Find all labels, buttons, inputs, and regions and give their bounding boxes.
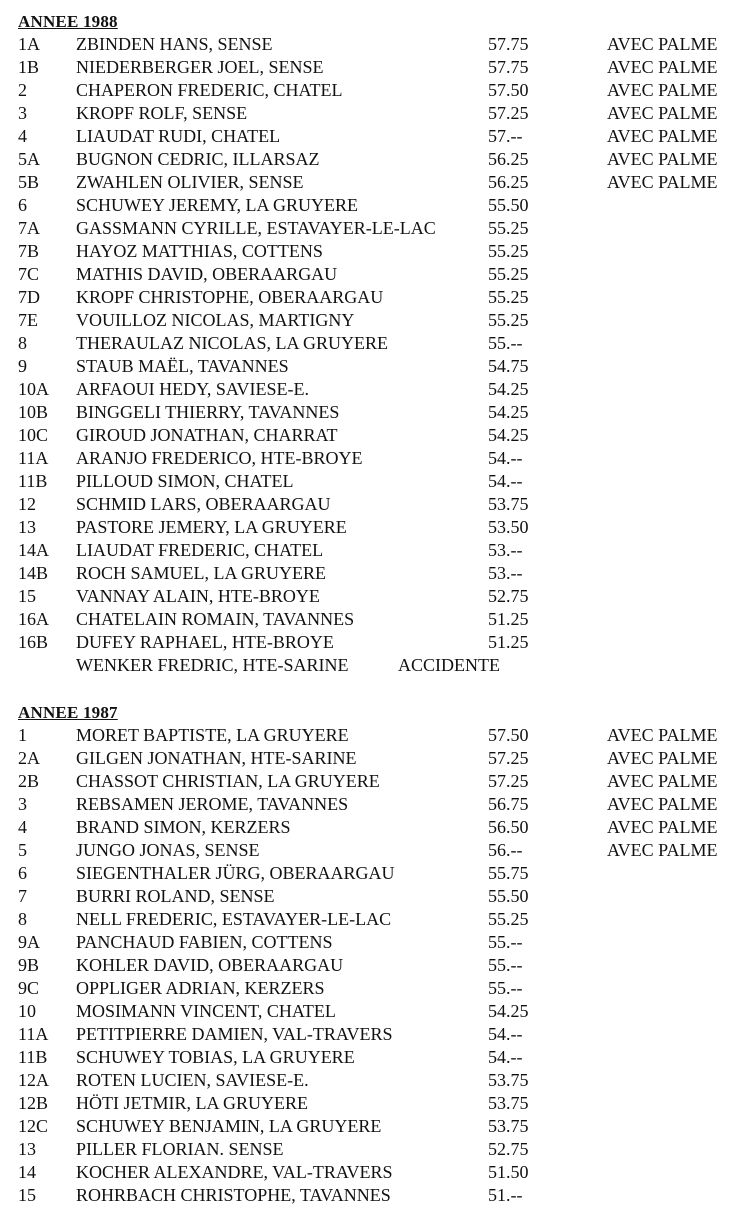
score-value: 55.--: [488, 978, 523, 998]
score-value: 54.--: [488, 448, 523, 468]
rank-cell: 5A: [18, 149, 40, 169]
competitor-name: HAYOZ MATTHIAS, COTTENS: [76, 241, 323, 261]
score-value: 55.25: [488, 264, 529, 284]
distinction-note: AVEC PALME: [607, 172, 718, 192]
competitor-name: SCHMID LARS, OBERAARGAU: [76, 494, 331, 514]
result-row: [0, 1184, 756, 1207]
result-row: [0, 539, 756, 562]
score-value: 51.25: [488, 632, 529, 652]
result-row: [0, 309, 756, 332]
result-row: [0, 1138, 756, 1161]
score-value: 55.25: [488, 218, 529, 238]
score-value: 57.25: [488, 771, 529, 791]
score-value: 52.75: [488, 586, 529, 606]
competitor-name: PANCHAUD FABIEN, COTTENS: [76, 932, 333, 952]
score-value: 56.75: [488, 794, 529, 814]
competitor-name: LIAUDAT FREDERIC, CHATEL: [76, 540, 324, 560]
rank-cell: 7C: [18, 264, 40, 284]
result-row: [0, 1046, 756, 1069]
score-value: 53.--: [488, 540, 523, 560]
score-value: 53.50: [488, 517, 529, 537]
competitor-name: GILGEN JONATHAN, HTE-SARINE: [76, 748, 357, 768]
result-row: [0, 447, 756, 470]
rank-cell: 8: [18, 333, 27, 353]
competitor-name: CHATELAIN ROMAIN, TAVANNES: [76, 609, 355, 629]
result-row: [0, 585, 756, 608]
result-row: [0, 194, 756, 217]
score-value: 57.50: [488, 80, 529, 100]
rank-cell: 7D: [18, 287, 40, 307]
distinction-note: AVEC PALME: [607, 149, 718, 169]
result-row: [0, 263, 756, 286]
section-heading: ANNEE 1987: [18, 703, 118, 722]
score-value: 54.--: [488, 471, 523, 491]
competitor-name: ARFAOUI HEDY, SAVIESE-E.: [76, 379, 310, 399]
rank-cell: 6: [18, 195, 27, 215]
distinction-note: AVEC PALME: [607, 34, 718, 54]
result-row: [0, 908, 756, 931]
competitor-name: BINGGELI THIERRY, TAVANNES: [76, 402, 340, 422]
rank-cell: 14B: [18, 563, 49, 583]
rank-cell: 10: [18, 1001, 36, 1021]
competitor-name: KROPF ROLF, SENSE: [76, 103, 248, 123]
result-row: [0, 1023, 756, 1046]
score-value: 53.75: [488, 1070, 529, 1090]
rank-cell: 13: [18, 1139, 36, 1159]
result-row: [0, 171, 756, 194]
rank-cell: 12A: [18, 1070, 49, 1090]
rank-cell: 11A: [18, 1024, 49, 1044]
distinction-note: AVEC PALME: [607, 57, 718, 77]
competitor-name: ARANJO FREDERICO, HTE-BROYE: [76, 448, 363, 468]
score-value: 51.50: [488, 1162, 529, 1182]
score-value: 55.--: [488, 333, 523, 353]
score-value: 57.50: [488, 725, 529, 745]
result-row: [0, 1000, 756, 1023]
result-row: [0, 724, 756, 747]
score-value: 53.75: [488, 1116, 529, 1136]
score-value: 55.--: [488, 955, 523, 975]
competitor-name: BRAND SIMON, KERZERS: [76, 817, 291, 837]
score-value: 54.--: [488, 1047, 523, 1067]
score-value: 55.75: [488, 863, 529, 883]
result-row: [0, 747, 756, 770]
result-row: [0, 424, 756, 447]
competitor-name: PILLOUD SIMON, CHATEL: [76, 471, 294, 491]
score-value: 57.--: [488, 126, 523, 146]
score-value: 55.--: [488, 932, 523, 952]
competitor-name: CHAPERON FREDERIC, CHATEL: [76, 80, 343, 100]
result-row: [0, 839, 756, 862]
result-row: [0, 931, 756, 954]
score-value: 56.25: [488, 149, 529, 169]
rank-cell: 14A: [18, 540, 49, 560]
rank-cell: 14: [18, 1162, 36, 1182]
score-value: 57.25: [488, 103, 529, 123]
rank-cell: 2B: [18, 771, 40, 791]
distinction-note: AVEC PALME: [607, 748, 718, 768]
result-row: [0, 102, 756, 125]
result-row: [0, 654, 756, 677]
competitor-name: MOSIMANN VINCENT, CHATEL: [76, 1001, 336, 1021]
results-list: [0, 724, 756, 1207]
competitor-name: BURRI ROLAND, SENSE: [76, 886, 275, 906]
score-value: 55.25: [488, 287, 529, 307]
result-row: [0, 862, 756, 885]
rank-cell: 1B: [18, 57, 40, 77]
result-row: [0, 493, 756, 516]
rank-cell: 10C: [18, 425, 49, 445]
competitor-name: DUFEY RAPHAEL, HTE-BROYE: [76, 632, 334, 652]
rank-cell: 5B: [18, 172, 40, 192]
rank-cell: 16B: [18, 632, 49, 652]
rank-cell: 10B: [18, 402, 49, 422]
competitor-name: VOUILLOZ NICOLAS, MARTIGNY: [76, 310, 355, 330]
competitor-name: BUGNON CEDRIC, ILLARSAZ: [76, 149, 320, 169]
rank-cell: 9B: [18, 955, 40, 975]
rank-cell: 7: [18, 886, 27, 906]
section-heading: ANNEE 1988: [18, 12, 118, 31]
rank-cell: 4: [18, 817, 27, 837]
competitor-name: HÖTI JETMIR, LA GRUYERE: [76, 1093, 308, 1113]
rank-cell: 6: [18, 863, 27, 883]
distinction-note: AVEC PALME: [607, 103, 718, 123]
score-value: 57.75: [488, 34, 529, 54]
result-row: [0, 516, 756, 539]
result-row: [0, 1092, 756, 1115]
score-value: 53.75: [488, 494, 529, 514]
result-row: [0, 286, 756, 309]
result-row: [0, 1161, 756, 1184]
rank-cell: 2: [18, 80, 27, 100]
result-row: [0, 793, 756, 816]
score-value: 56.--: [488, 840, 523, 860]
score-value: 55.25: [488, 241, 529, 261]
rank-cell: 9: [18, 356, 27, 376]
competitor-name: SCHUWEY BENJAMIN, LA GRUYERE: [76, 1116, 382, 1136]
rank-cell: 13: [18, 517, 36, 537]
competitor-name: NIEDERBERGER JOEL, SENSE: [76, 57, 324, 77]
competitor-name: ZBINDEN HANS, SENSE: [76, 34, 273, 54]
status-note: ACCIDENTE: [398, 655, 500, 675]
rank-cell: 5: [18, 840, 27, 860]
rank-cell: 11A: [18, 448, 49, 468]
result-row: [0, 148, 756, 171]
competitor-name: ROTEN LUCIEN, SAVIESE-E.: [76, 1070, 309, 1090]
distinction-note: AVEC PALME: [607, 80, 718, 100]
competitor-name: PASTORE JEMERY, LA GRUYERE: [76, 517, 347, 537]
competitor-name: VANNAY ALAIN, HTE-BROYE: [76, 586, 320, 606]
result-row: [0, 79, 756, 102]
competitor-name: KOCHER ALEXANDRE, VAL-TRAVERS: [76, 1162, 393, 1182]
result-row: [0, 770, 756, 793]
distinction-note: AVEC PALME: [607, 126, 718, 146]
result-row: [0, 977, 756, 1000]
score-value: 54.25: [488, 379, 529, 399]
competitor-name: MATHIS DAVID, OBERAARGAU: [76, 264, 338, 284]
score-value: 55.50: [488, 886, 529, 906]
competitor-name: KROPF CHRISTOPHE, OBERAARGAU: [76, 287, 384, 307]
rank-cell: 10A: [18, 379, 49, 399]
competitor-name: ROCH SAMUEL, LA GRUYERE: [76, 563, 327, 583]
result-row: [0, 1069, 756, 1092]
score-value: 54.25: [488, 1001, 529, 1021]
competitor-name: STAUB MAËL, TAVANNES: [76, 356, 289, 376]
score-value: 55.25: [488, 310, 529, 330]
competitor-name: GIROUD JONATHAN, CHARRAT: [76, 425, 338, 445]
result-row: [0, 816, 756, 839]
rank-cell: 11B: [18, 471, 48, 491]
rank-cell: 7B: [18, 241, 40, 261]
score-value: 56.50: [488, 817, 529, 837]
rank-cell: 8: [18, 909, 27, 929]
distinction-note: AVEC PALME: [607, 817, 718, 837]
rank-cell: 12B: [18, 1093, 49, 1113]
result-row: [0, 33, 756, 56]
rank-cell: 3: [18, 103, 27, 123]
result-row: [0, 217, 756, 240]
rank-cell: 4: [18, 126, 27, 146]
result-row: [0, 631, 756, 654]
score-value: 55.50: [488, 195, 529, 215]
rank-cell: 15: [18, 1185, 36, 1205]
result-row: [0, 608, 756, 631]
score-value: 54.25: [488, 402, 529, 422]
result-row: [0, 332, 756, 355]
score-value: 55.25: [488, 909, 529, 929]
result-row: [0, 885, 756, 908]
result-row: [0, 1115, 756, 1138]
rank-cell: 9A: [18, 932, 40, 952]
score-value: 51.--: [488, 1185, 523, 1205]
competitor-name: GASSMANN CYRILLE, ESTAVAYER-LE-LAC: [76, 218, 436, 238]
distinction-note: AVEC PALME: [607, 725, 718, 745]
competitor-name: PETITPIERRE DAMIEN, VAL-TRAVERS: [76, 1024, 393, 1044]
distinction-note: AVEC PALME: [607, 840, 718, 860]
score-value: 56.25: [488, 172, 529, 192]
result-row: [0, 470, 756, 493]
rank-cell: 12: [18, 494, 36, 514]
score-value: 52.75: [488, 1139, 529, 1159]
competitor-name: ROHRBACH CHRISTOPHE, TAVANNES: [76, 1185, 391, 1205]
competitor-name: THERAULAZ NICOLAS, LA GRUYERE: [76, 333, 388, 353]
competitor-name: NELL FREDERIC, ESTAVAYER-LE-LAC: [76, 909, 392, 929]
rank-cell: 1A: [18, 34, 40, 54]
score-value: 53.75: [488, 1093, 529, 1113]
result-row: [0, 240, 756, 263]
result-row: [0, 125, 756, 148]
rank-cell: 1: [18, 725, 27, 745]
rank-cell: 2A: [18, 748, 40, 768]
rank-cell: 11B: [18, 1047, 48, 1067]
competitor-name: SIEGENTHALER JÜRG, OBERAARGAU: [76, 863, 395, 883]
result-row: [0, 401, 756, 424]
competitor-name: SCHUWEY TOBIAS, LA GRUYERE: [76, 1047, 355, 1067]
result-row: [0, 378, 756, 401]
rank-cell: 7E: [18, 310, 38, 330]
rank-cell: 16A: [18, 609, 49, 629]
result-row: [0, 954, 756, 977]
competitor-name: ZWAHLEN OLIVIER, SENSE: [76, 172, 304, 192]
competitor-name: KOHLER DAVID, OBERAARGAU: [76, 955, 344, 975]
rank-cell: 15: [18, 586, 36, 606]
rank-cell: 9C: [18, 978, 40, 998]
rank-cell: 3: [18, 794, 27, 814]
rank-cell: 7A: [18, 218, 40, 238]
score-value: 54.25: [488, 425, 529, 445]
score-value: 51.25: [488, 609, 529, 629]
score-value: 57.25: [488, 748, 529, 768]
distinction-note: AVEC PALME: [607, 794, 718, 814]
competitor-name: REBSAMEN JEROME, TAVANNES: [76, 794, 349, 814]
competitor-name: OPPLIGER ADRIAN, KERZERS: [76, 978, 325, 998]
competitor-name: LIAUDAT RUDI, CHATEL: [76, 126, 281, 146]
score-value: 54.--: [488, 1024, 523, 1044]
result-row: [0, 355, 756, 378]
competitor-name: SCHUWEY JEREMY, LA GRUYERE: [76, 195, 359, 215]
distinction-note: AVEC PALME: [607, 771, 718, 791]
results-list: [0, 33, 756, 677]
competitor-name: JUNGO JONAS, SENSE: [76, 840, 260, 860]
score-value: 53.--: [488, 563, 523, 583]
rank-cell: 12C: [18, 1116, 49, 1136]
result-row: [0, 562, 756, 585]
competitor-name: PILLER FLORIAN. SENSE: [76, 1139, 284, 1159]
competitor-name: WENKER FREDRIC, HTE-SARINE: [76, 655, 349, 675]
competitor-name: MORET BAPTISTE, LA GRUYERE: [76, 725, 349, 745]
score-value: 54.75: [488, 356, 529, 376]
competitor-name: CHASSOT CHRISTIAN, LA GRUYERE: [76, 771, 380, 791]
result-row: [0, 56, 756, 79]
score-value: 57.75: [488, 57, 529, 77]
